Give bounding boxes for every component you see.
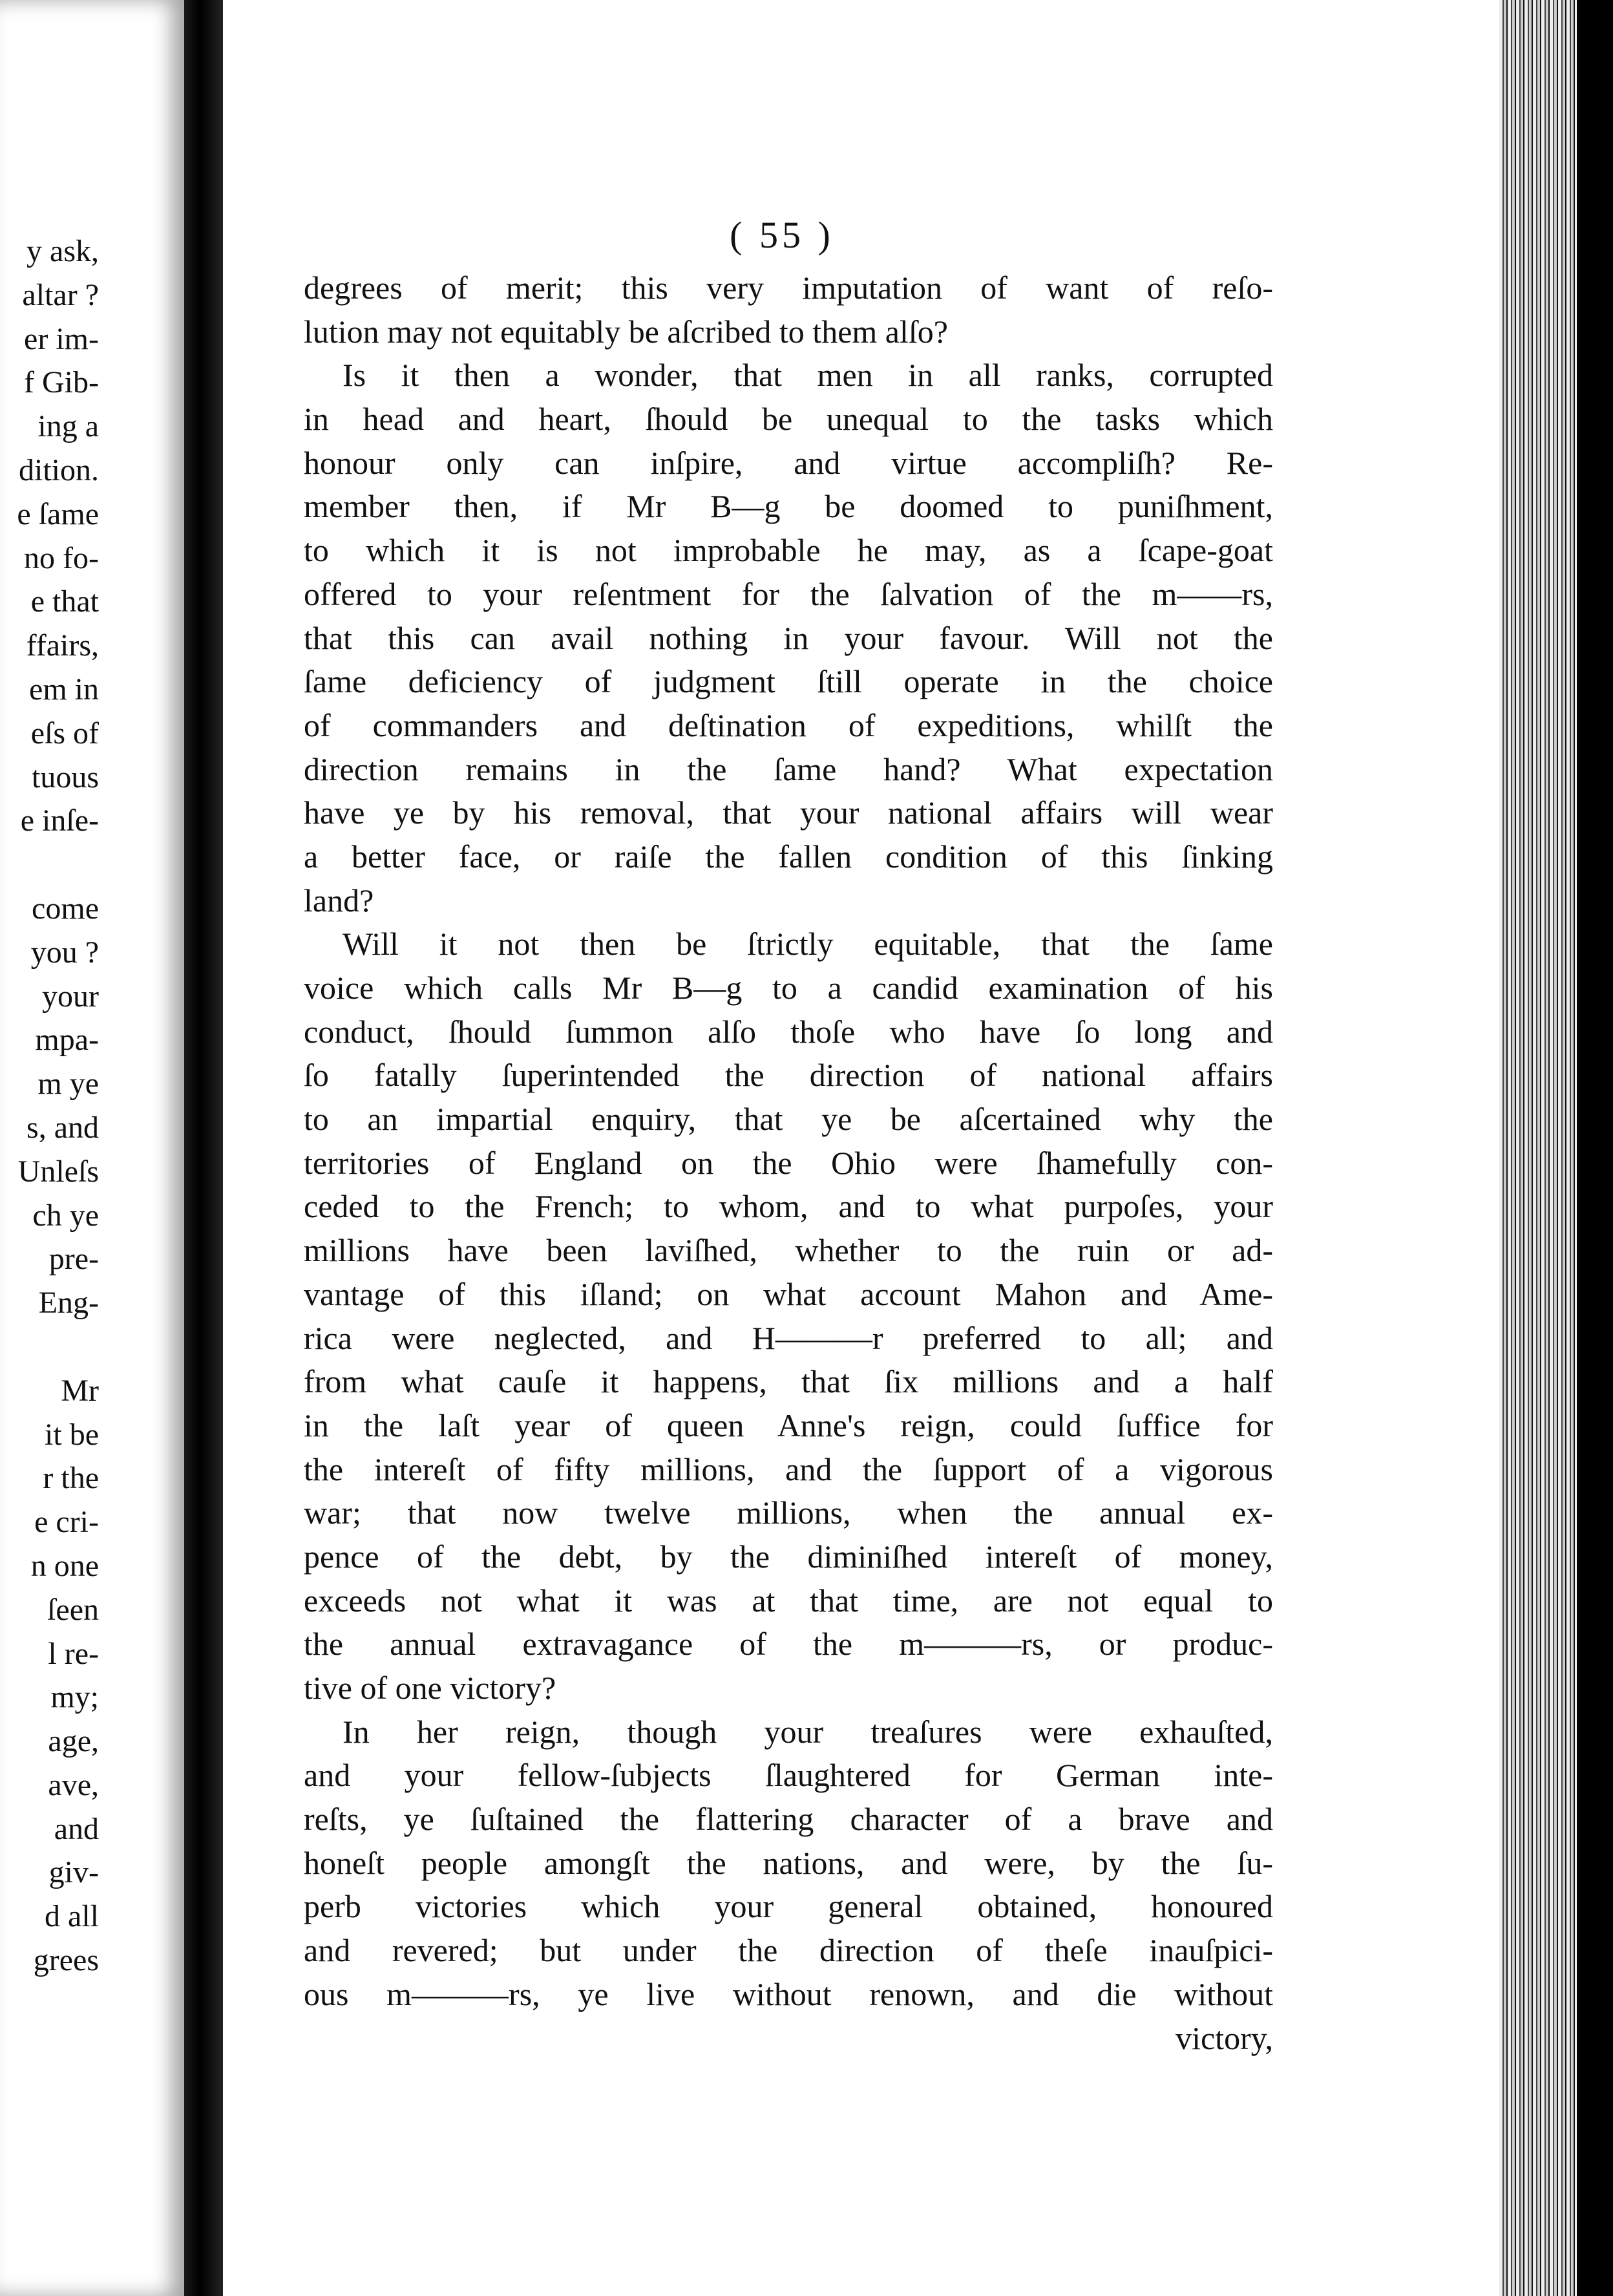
- text-line: direction remains in the ſame hand? What expectation: [304, 750, 1273, 787]
- left-text-line: y ask,: [26, 234, 99, 268]
- left-text-line: ing a: [37, 409, 99, 444]
- left-text-line: eſs of: [30, 716, 99, 750]
- scan-border: [1577, 0, 1613, 2296]
- text-line: conduct, ſhould ſummon alſo thoſe who have ſo long and: [304, 1013, 1273, 1050]
- left-text-line: e ſame: [17, 496, 99, 531]
- left-text-line: m ye: [37, 1067, 99, 1101]
- text-line: reſts, ye ſuſtained the flattering character of a brave and: [304, 1801, 1273, 1838]
- body-text: [304, 266, 1273, 2060]
- text-line: rica were neglected, and H———r preferred to all; and: [304, 1319, 1273, 1356]
- left-text-line: ſeen: [47, 1592, 99, 1627]
- text-line: tive of one victory?: [304, 1670, 556, 1706]
- text-line: that this can avail nothing in your favour. Will not the: [304, 619, 1273, 656]
- text-line: a better face, or raiſe the fallen condition of this ſinking: [304, 838, 1273, 875]
- text-line: offered to your reſentment for the ſalvation of the m——rs,: [304, 575, 1273, 612]
- left-text-line: mpa-: [35, 1023, 99, 1058]
- left-text-line: e cri-: [34, 1505, 99, 1540]
- text-line: member then, if Mr B—g be doomed to puniſhment,: [304, 488, 1273, 525]
- left-text-line: n one: [30, 1548, 99, 1583]
- text-line: voice which calls Mr B—g to a candid examination of his: [304, 970, 1273, 1006]
- text-line: Will it not then be ſtrictly equitable, that the ſame: [343, 926, 1273, 962]
- text-line: ſo fatally ſuperintended the direction of national affairs: [304, 1057, 1273, 1094]
- left-text-line: em in: [29, 672, 99, 707]
- left-text-line: er im-: [24, 321, 99, 356]
- text-line: have ye by his removal, that your national affairs will wear: [304, 794, 1273, 831]
- left-text-line: you ?: [30, 935, 99, 970]
- left-text-line: my;: [50, 1680, 99, 1715]
- text-line: territories of England on the Ohio were ſhamefully con-: [304, 1144, 1273, 1181]
- left-text-line: ch ye: [32, 1198, 99, 1233]
- page-number: ( 55 ): [730, 214, 834, 256]
- left-text-line: d all: [45, 1899, 99, 1934]
- left-text-line: e inſe-: [20, 803, 99, 838]
- left-text-line: it be: [45, 1417, 99, 1452]
- text-line: the intereſt of fifty millions, and the ſupport of a vigorous: [304, 1451, 1273, 1487]
- text-line: in the laſt year of queen Anne's reign, could ſuffice for: [304, 1407, 1273, 1443]
- text-line: land?: [304, 882, 374, 919]
- text-line: victory,: [1175, 2019, 1273, 2056]
- left-text-line: and: [54, 1811, 99, 1846]
- left-text-line: [0, 843, 184, 887]
- text-line: lution may not equitably be aſcribed to them alſo?: [304, 313, 948, 350]
- text-line: and your fellow-ſubjects ſlaughtered for German inte-: [304, 1757, 1273, 1794]
- left-text-line: s, and: [26, 1110, 99, 1145]
- text-line: In her reign, though your treaſures were exhauſted,: [343, 1713, 1273, 1750]
- left-text-line: grees: [33, 1943, 99, 1978]
- left-text-line: Mr: [61, 1373, 99, 1408]
- text-line: to an impartial enquiry, that ye be aſcertained why the: [304, 1101, 1273, 1138]
- left-text-line: dition.: [18, 452, 99, 487]
- text-line: ceded to the French; to whom, and to what purpoſes, your: [304, 1188, 1273, 1225]
- text-line: of commanders and deſtination of expeditions, whilſt the: [304, 707, 1273, 743]
- left-page-text: [0, 229, 184, 1982]
- left-text-line: Eng-: [38, 1286, 99, 1321]
- text-line: honour only can inſpire, and virtue accompliſh? Re-: [304, 444, 1273, 481]
- left-text-line: Unleſs: [17, 1154, 99, 1189]
- left-text-line: come: [32, 891, 99, 926]
- text-line: the annual extravagance of the m———rs, or produc-: [304, 1626, 1273, 1663]
- text-line: perb victories which your general obtained, honoured: [304, 1888, 1273, 1925]
- left-text-line: tuous: [31, 760, 99, 794]
- text-line: war; that now twelve millions, when the annual ex-: [304, 1494, 1273, 1531]
- left-text-line: altar ?: [22, 277, 99, 312]
- text-line: in head and heart, ſhould be unequal to the tasks which: [304, 401, 1273, 438]
- left-text-line: your: [42, 979, 99, 1014]
- text-line: from what cauſe it happens, that ſix millions and a half: [304, 1363, 1273, 1400]
- text-line: degrees of merit; this very imputation of want of reſo-: [304, 270, 1273, 306]
- text-line: vantage of this iſland; on what account Mahon and Ame-: [304, 1275, 1273, 1312]
- left-text-line: ave,: [48, 1767, 99, 1802]
- left-text-line: giv-: [48, 1855, 99, 1890]
- text-line: Is it then a wonder, that men in all ranks, corrupted: [343, 357, 1273, 394]
- left-page-fragment: [0, 0, 184, 2296]
- left-text-line: pre-: [48, 1242, 99, 1277]
- text-line: and revered; but under the direction of theſe inauſpici-: [304, 1932, 1273, 1969]
- left-text-line: l re-: [48, 1636, 99, 1671]
- left-text-line: r the: [43, 1461, 99, 1496]
- text-line: exceeds not what it was at that time, are not equal to: [304, 1582, 1273, 1619]
- text-line: pence of the debt, by the diminiſhed intereſt of money,: [304, 1538, 1273, 1575]
- text-line: ſame deficiency of judgment ſtill operate in the choice: [304, 663, 1273, 700]
- left-text-line: no fo-: [24, 540, 99, 575]
- text-line: to which it is not improbable he may, as a ſcape-goat: [304, 532, 1273, 569]
- left-text-line: ffairs,: [26, 628, 99, 663]
- text-line: honeſt people amongſt the nations, and were, by the ſu-: [304, 1844, 1273, 1881]
- text-line: millions have been laviſhed, whether to the ruin or ad-: [304, 1232, 1273, 1269]
- left-text-line: age,: [48, 1724, 99, 1759]
- book-gutter: [184, 0, 223, 2296]
- left-text-line: e that: [30, 584, 99, 619]
- left-text-line: [0, 1325, 184, 1369]
- left-text-line: f Gib-: [24, 365, 99, 400]
- text-line: ous m———rs, ye live without renown, and die without: [304, 1975, 1273, 2012]
